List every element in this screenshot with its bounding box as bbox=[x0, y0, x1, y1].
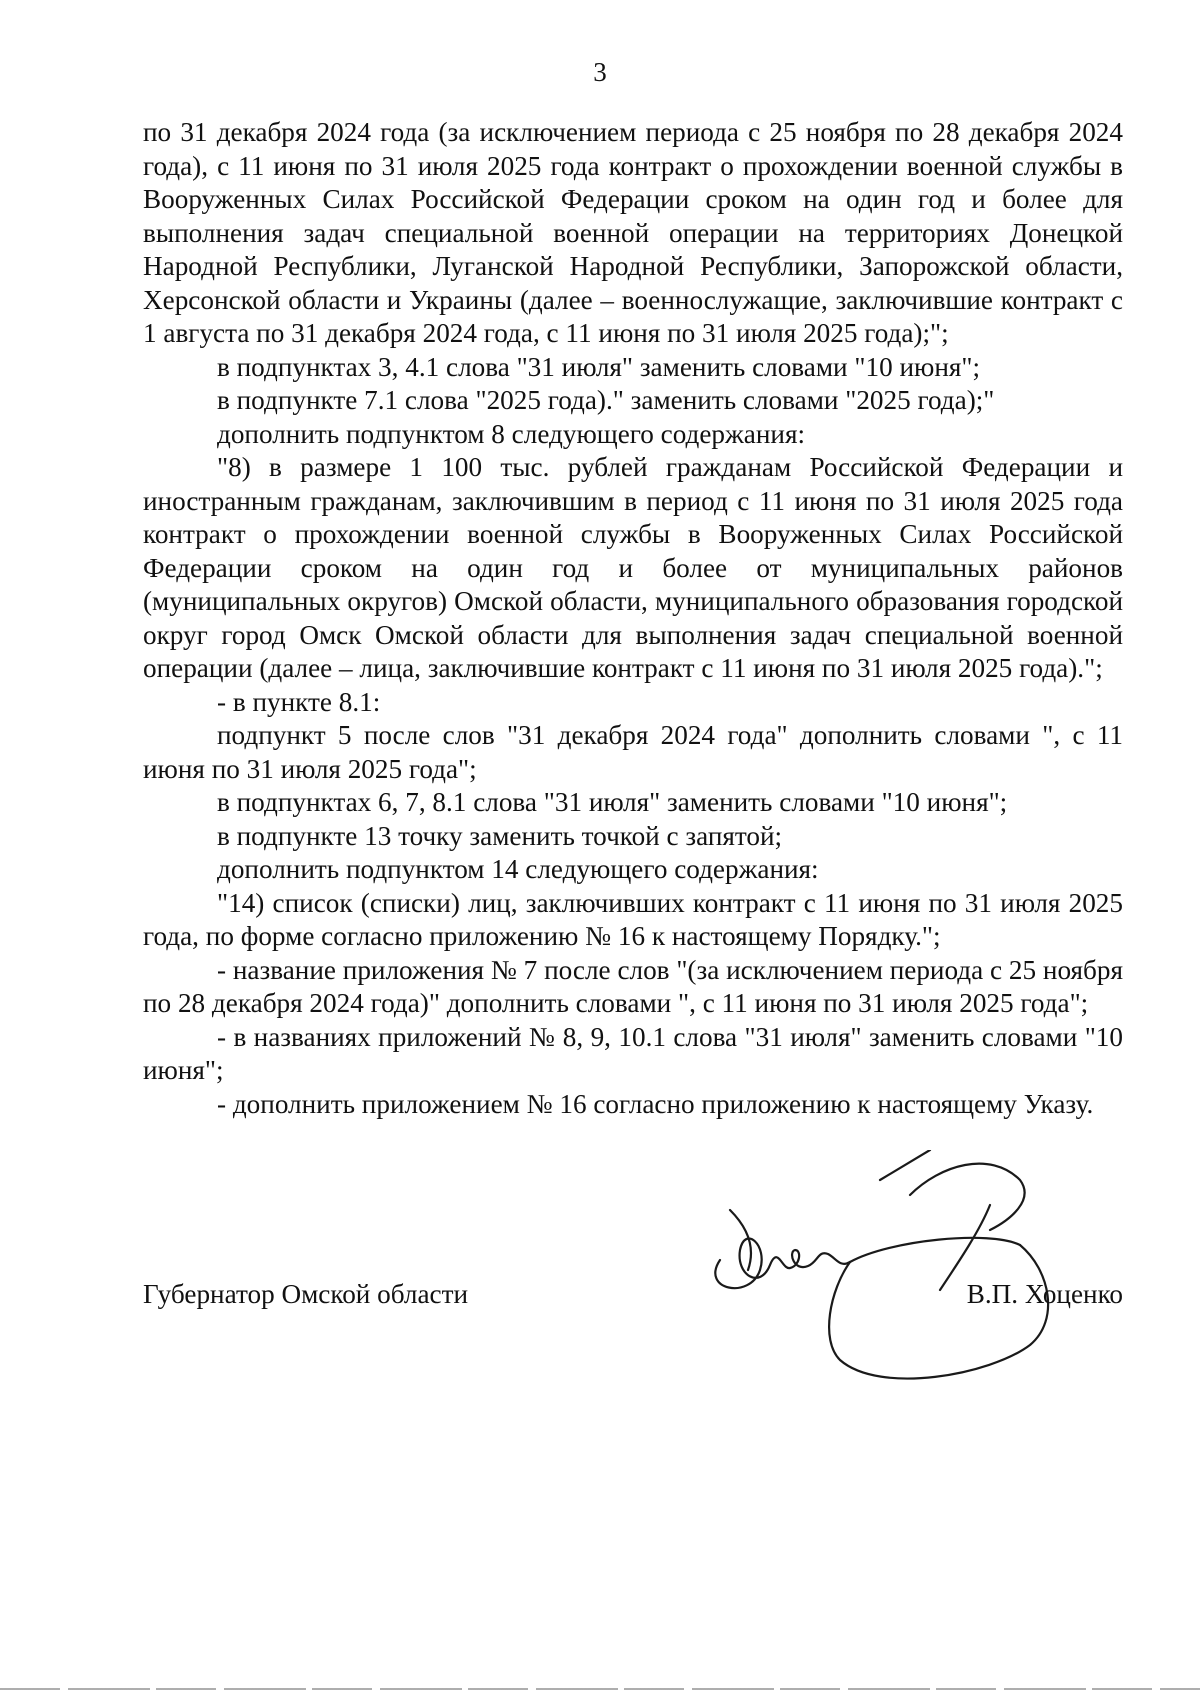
signature-block bbox=[143, 1277, 1123, 1317]
paragraph: - название приложения № 7 после слов "(за исключением периода с 25 ноября по 28 декабря 2024 года)" дополнить словами ", с 11 июня по 31 июля 2025 года"; bbox=[143, 954, 1123, 1018]
paragraph: в подпунктах 3, 4.1 слова "31 июля" заменить словами "10 июня"; bbox=[217, 351, 981, 382]
paragraph: по 31 декабря 2024 года (за исключением периода с 25 ноября по 28 декабря 2024 года), с 11 июня по 31 июля 2025 года контракт о прохождении военной службы в Вооруженных Силах Российской Федерации сроком на один год и более для выполнения задач специальной военной операции на территориях Донецкой Народной Республики, Луганской Народной Республики, Запорожской области, Херсонской области и Украины (далее – военнослужащие, заключившие контракт с 1 августа по 31 декабря 2024 года, с 11 июня по 31 июля 2025 года);"; bbox=[143, 117, 1123, 348]
paragraph: в подпунктах 6, 7, 8.1 слова "31 июля" заменить словами "10 июня"; bbox=[217, 787, 1008, 817]
document-body bbox=[143, 116, 1123, 1121]
signatory-name: В.П. Хоценко bbox=[966, 1279, 1123, 1309]
paragraph: - в названиях приложений № 8, 9, 10.1 слова "31 июля" заменить словами "10 июня"; bbox=[143, 1021, 1123, 1085]
page-number: 3 bbox=[593, 57, 607, 87]
paragraph: в подпункте 13 точку заменить точкой с запятой; bbox=[217, 820, 783, 851]
signatory-title: Губернатор Омской области bbox=[143, 1279, 469, 1309]
paragraph: в подпункте 7.1 слова "2025 года)." заменить словами "2025 года);" bbox=[217, 385, 995, 415]
paragraph: - дополнить приложением № 16 согласно приложению к настоящему Указу. bbox=[217, 1088, 1094, 1119]
paragraph: - в пункте 8.1: bbox=[217, 686, 381, 717]
paragraph: "14) список (списки) лиц, заключивших контракт с 11 июня по 31 июля 2025 года, по форме согласно приложению № 16 к настоящему Порядку."; bbox=[143, 887, 1123, 951]
paragraph: дополнить подпунктом 14 следующего содержания: bbox=[217, 854, 819, 884]
paragraph: "8) в размере 1 100 тыс. рублей гражданам Российской Федерации и иностранным гражданам, заключившим в период с 11 июня по 31 июля 2025 года контракт о прохождении военной службы в Вооруженных Силах Российской Федерации сроком на один год и более от муниципальных районов (муниципальных округов) Омской области, муниципального образования городской округ город Омск Омской области для выполнения задач специальной военной операции (далее – лица, заключившие контракт с 11 июня по 31 июля 2025 года)."; bbox=[143, 452, 1123, 683]
handwritten-signature bbox=[690, 1150, 1110, 1390]
scan-bottom-edge bbox=[0, 1688, 1200, 1690]
paragraph: дополнить подпунктом 8 следующего содержания: bbox=[217, 418, 806, 449]
paragraph: подпункт 5 после слов "31 декабря 2024 года" дополнить словами ", с 11 июня по 31 июля 2025 года"; bbox=[143, 720, 1123, 784]
